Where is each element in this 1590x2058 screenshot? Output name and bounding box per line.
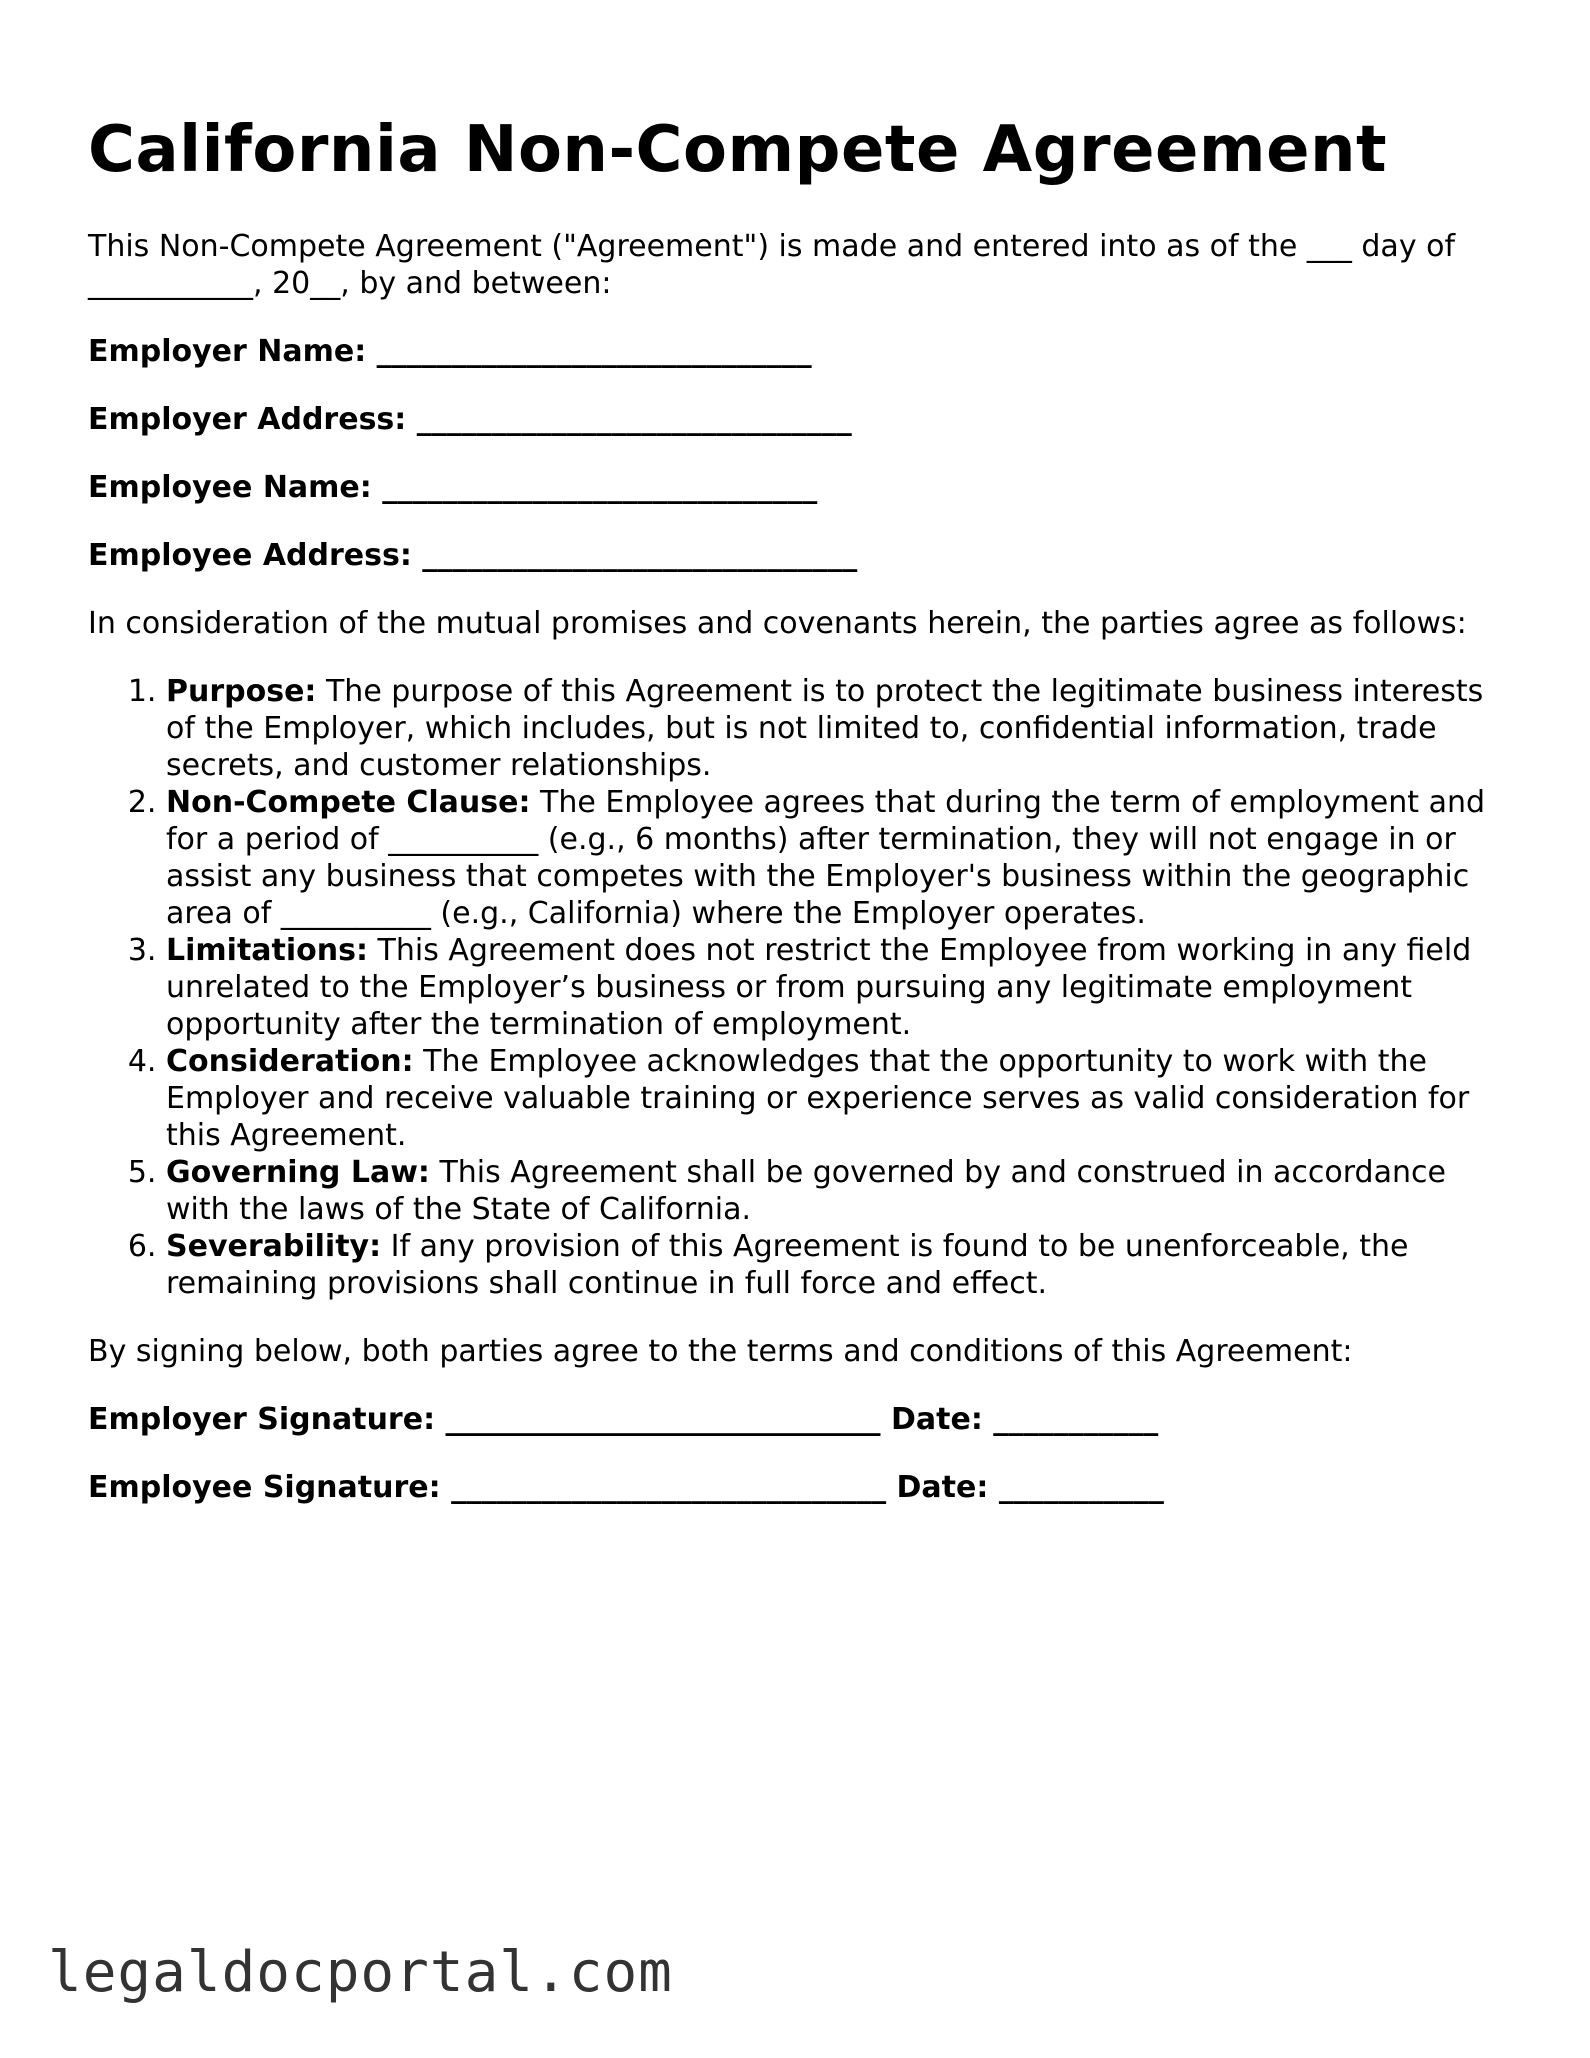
- clause-non-compete: [166, 784, 1508, 932]
- clause-term: Consideration:: [166, 1044, 414, 1079]
- clause-limitations: [166, 932, 1508, 1043]
- employee-signature-line: [88, 1469, 1508, 1506]
- date-label: Date:: [890, 1402, 983, 1437]
- clause-text: This Agreement shall be governed by and construed in accordance with the laws of the State of California.: [166, 1155, 1446, 1227]
- closing-paragraph: By signing below, both parties agree to the terms and conditions of this Agreement:: [88, 1334, 1353, 1369]
- field-blank: _____________________________: [376, 334, 812, 369]
- clause-text: This Agreement does not restrict the Employee from working in any field unrelated to the Employer’s business or from pursuing any legitimate employment opportunity after the termination of employment.: [166, 933, 1472, 1042]
- date-label: Date:: [896, 1470, 989, 1505]
- consideration-paragraph: In consideration of the mutual promises and covenants herein, the parties agree as follows:: [88, 606, 1467, 641]
- signature-label: Employer Signature:: [88, 1402, 436, 1437]
- clause-text: The purpose of this Agreement is to protect the legitimate business interests of the Employer, which includes, but is not limited to, confidential information, trade secrets, and customer relationships.: [166, 674, 1484, 783]
- date-blank: ___________: [993, 1402, 1159, 1437]
- field-label: Employer Address:: [88, 402, 407, 437]
- clause-term: Purpose:: [166, 674, 317, 709]
- clause-consideration: [166, 1043, 1508, 1154]
- document-title: California Non-Compete Agreement: [88, 113, 1388, 187]
- clause-list: [88, 673, 1508, 1302]
- field-label: Employee Name:: [88, 470, 372, 505]
- clause-term: Limitations:: [166, 933, 368, 968]
- footer-watermark: legaldocportal.com: [48, 1940, 673, 2005]
- field-blank: _____________________________: [422, 538, 858, 573]
- clause-governing-law: [166, 1154, 1508, 1228]
- signature-label: Employee Signature:: [88, 1470, 441, 1505]
- document-page: [88, 100, 1508, 1506]
- clause-text: The Employee acknowledges that the opportunity to work with the Employer and receive valuable training or experience serves as valid consideration for this Agreement.: [166, 1044, 1470, 1153]
- clause-severability: [166, 1228, 1508, 1302]
- clause-term: Non-Compete Clause:: [166, 785, 531, 820]
- signature-blank: _____________________________: [451, 1470, 887, 1505]
- clause-term: Severability:: [166, 1229, 382, 1264]
- field-blank: _____________________________: [382, 470, 818, 505]
- signature-blank: _____________________________: [445, 1402, 881, 1437]
- clause-term: Governing Law:: [166, 1155, 430, 1190]
- clause-purpose: [166, 673, 1508, 784]
- employer-name-field: [88, 333, 1508, 370]
- employee-name-field: [88, 469, 1508, 506]
- employer-signature-line: [88, 1401, 1508, 1438]
- intro-paragraph: This Non-Compete Agreement ("Agreement") is made and entered into as of the ___ day of ___________, 20__, by and between:: [88, 229, 1456, 301]
- clause-text: The Employee agrees that during the term of employment and for a period of __________ (e.g., 6 months) after termination, they will not engage in or assist any business that competes with the Employer's business within the geographic area of __________ (e.g., California) where the Employer operates.: [166, 785, 1486, 931]
- employee-address-field: [88, 537, 1508, 574]
- clause-text: If any provision of this Agreement is found to be unenforceable, the remaining provisions shall continue in full force and effect.: [166, 1229, 1409, 1301]
- date-blank: ___________: [998, 1470, 1164, 1505]
- field-blank: _____________________________: [416, 402, 852, 437]
- field-label: Employee Address:: [88, 538, 412, 573]
- field-label: Employer Name:: [88, 334, 367, 369]
- employer-address-field: [88, 401, 1508, 438]
